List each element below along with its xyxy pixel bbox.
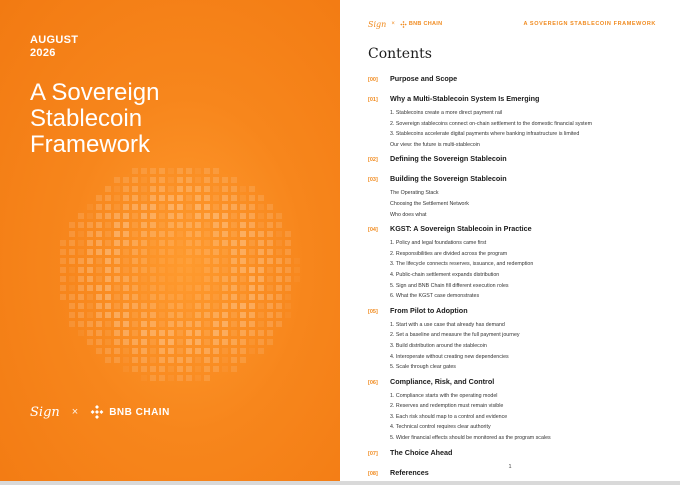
toc-section-number: [02]	[368, 157, 378, 164]
toc-subsection-item[interactable]: 3. Each risk should map to a control and evidence	[390, 413, 508, 420]
contents-page	[340, 0, 680, 481]
toc-section-number: [06]	[368, 379, 378, 386]
toc-section-title: Why a Multi-Stablecoin System Is Emerging	[390, 94, 540, 103]
toc-subsection-item[interactable]: 1. Stablecoins create a more direct payment rail	[390, 110, 503, 116]
toc-subsection-item[interactable]: 1. Compliance starts with the operating model	[390, 392, 498, 399]
toc-subsection-item[interactable]: 3. Stablecoins accelerate digital payments where banking infrastructure is limited	[390, 131, 580, 138]
toc-subsection-item[interactable]: 3. The lifecycle connects reserves, issuance, and redemption	[390, 261, 534, 268]
toc-subsection-item[interactable]: 2. Responsibilities are divided across the program	[390, 250, 508, 257]
toc-section-title: References	[390, 467, 429, 477]
page-header	[368, 18, 656, 30]
toc-subsection-item[interactable]: 4. Public-chain settlement expands distribution	[390, 271, 500, 278]
toc-section-title: The Choice Ahead	[390, 447, 453, 457]
toc-section-number: [01]	[368, 97, 378, 103]
toc-section-title: KGST: A Sovereign Stablecoin in Practice	[390, 224, 532, 234]
toc-subsection-item[interactable]: 5. Wider financial effects should be monitored as the program scales	[390, 435, 551, 442]
bnb-chain-wordmark: BNB CHAIN	[408, 21, 443, 27]
cover-logo-lockup	[30, 404, 170, 420]
toc-section[interactable]	[368, 448, 663, 465]
bnb-diamond-icon	[90, 405, 104, 419]
toc-section-title: Building the Sovereign Stablecoin	[390, 174, 507, 184]
toc-subsection-item[interactable]: Our view: the future is multi-stablecoin	[390, 141, 480, 148]
bnb-chain-logo	[400, 21, 443, 28]
toc-subsection-list	[390, 188, 663, 220]
toc-section-title: Purpose and Scope	[390, 74, 458, 83]
toc-section-number: [03]	[368, 177, 378, 184]
toc-section-number: [00]	[368, 77, 378, 83]
toc-subsection-item[interactable]: 5. Scale through clear gates	[390, 364, 456, 371]
toc-section[interactable]	[368, 154, 663, 171]
toc-section-number: [08]	[368, 470, 378, 477]
toc-section-number: [07]	[368, 450, 378, 457]
toc-subsection-list	[390, 320, 663, 373]
sign-logo: Sign	[368, 19, 387, 29]
running-head: A SOVEREIGN STABLECOIN FRAMEWORK	[523, 21, 656, 27]
cover-title	[30, 80, 310, 158]
toc-subsection-item[interactable]: 5. Sign and BNB Chain fill different execution roles	[390, 282, 509, 289]
cover-title-line: Framework	[30, 131, 151, 158]
header-logo-lockup	[368, 20, 442, 29]
cover-date	[30, 34, 78, 60]
toc-subsection-list	[390, 238, 663, 302]
toc-subsection-item[interactable]: 6. What the KGST case demonstrates	[390, 293, 480, 300]
cover-year: 2026	[30, 47, 56, 59]
page-number: 1	[508, 464, 512, 470]
toc-subsection-item[interactable]: 2. Sovereign stablecoins connect on-chain settlement to the domestic financial system	[390, 120, 592, 127]
toc-subsection-item[interactable]: 3. Build distribution around the stablecoin	[390, 342, 487, 349]
toc-subsection-item[interactable]: 1. Policy and legal foundations came first	[390, 240, 487, 247]
toc-section-title: Defining the Sovereign Stablecoin	[390, 154, 507, 164]
toc-subsection-item[interactable]: 2. Reserves and redemption must remain visible	[390, 403, 504, 410]
toc-subsection-item[interactable]: 1. Start with a use case that already has demand	[390, 321, 505, 328]
toc-subsection-list	[390, 391, 663, 444]
cover-title-line: Stablecoin	[30, 105, 143, 132]
toc-subsection-list	[390, 108, 663, 150]
sign-logo: Sign	[30, 404, 60, 420]
table-of-contents	[368, 74, 663, 485]
toc-section-number: [04]	[368, 227, 378, 234]
toc-section-title: Compliance, Risk, and Control	[390, 376, 495, 386]
toc-subsection-item[interactable]: The Operating Stack	[390, 190, 439, 197]
bnb-chain-logo	[90, 405, 170, 419]
toc-subsection-item[interactable]: 4. Technical control requires clear authority	[390, 424, 491, 431]
times-separator: ×	[391, 21, 395, 27]
toc-section-title: From Pilot to Adoption	[390, 305, 468, 315]
cover-page	[0, 0, 340, 481]
toc-subsection-item[interactable]: Who does what	[390, 211, 427, 218]
cover-month: AUGUST	[30, 34, 79, 46]
contents-heading: Contents	[368, 46, 432, 62]
toc-section[interactable]	[368, 74, 663, 91]
cover-title-line: A Sovereign	[30, 79, 160, 106]
toc-section-number: [05]	[368, 308, 378, 315]
bnb-diamond-icon	[400, 21, 407, 28]
toc-subsection-item[interactable]: 4. Interoperate without creating new dependencies	[390, 353, 509, 360]
toc-subsection-item[interactable]: 2. Set a baseline and measure the full payment journey	[390, 332, 520, 339]
times-separator: ×	[71, 406, 79, 418]
toc-subsection-item[interactable]: Choosing the Settlement Network	[390, 200, 469, 207]
bnb-chain-wordmark: BNB CHAIN	[109, 406, 170, 418]
toc-section[interactable]	[368, 468, 663, 485]
